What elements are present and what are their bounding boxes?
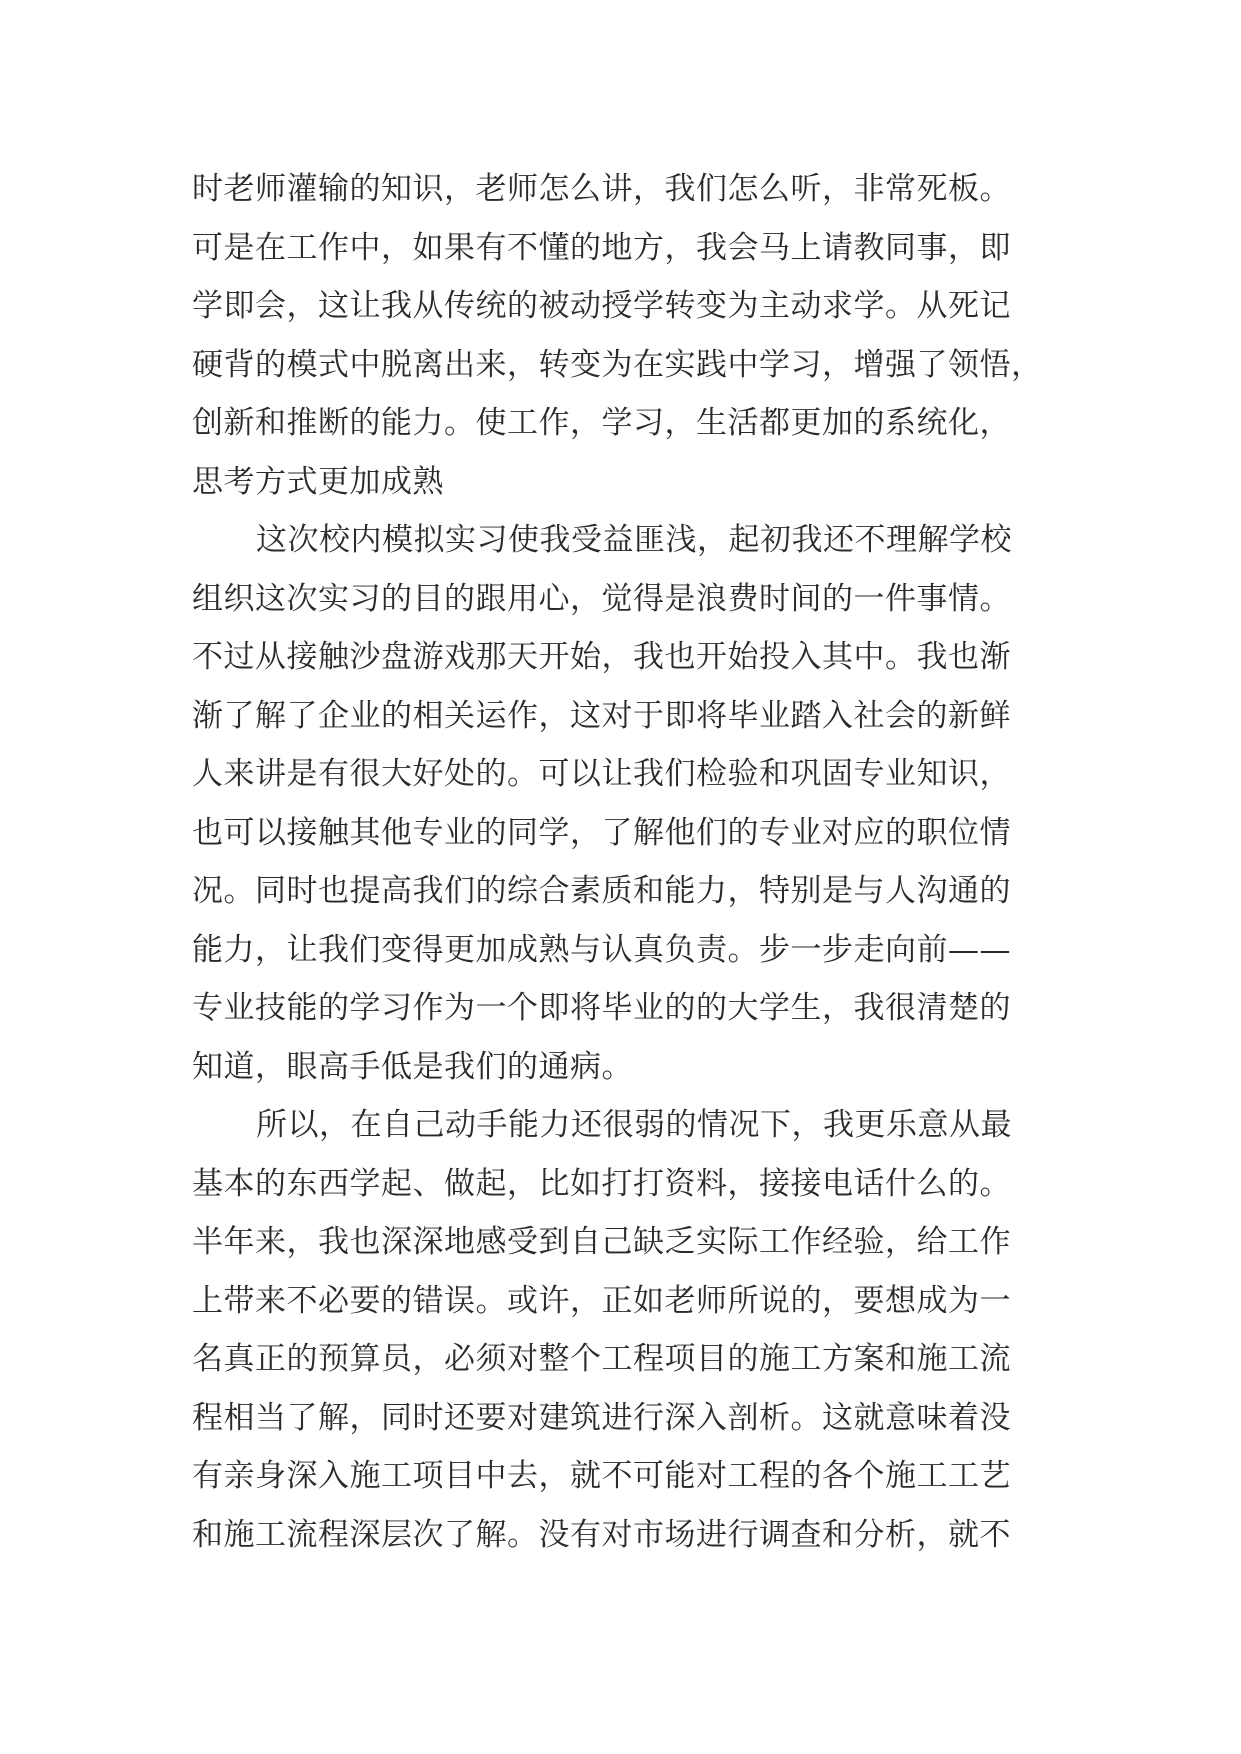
text-line: 上带来不必要的错误。或许，正如老师所说的，要想成为一 [192,1282,1011,1319]
text-line: 有亲身深入施工项目中去，就不可能对工程的各个施工工艺 [192,1458,1011,1494]
paragraph-3 [192,1096,1060,1564]
text-line: 硬背的模式中脱离出来，转变为在实践中学习，增强了领悟， [192,346,1043,383]
paragraph-2 [192,511,1060,1096]
text-line: 基本的东西学起、做起，比如打打资料，接接电话什么的。 [192,1165,1011,1202]
text-line: 也可以接触其他专业的同学，了解他们的专业对应的职位情 [192,814,1011,851]
text-line: 能力，让我们变得更加成熟与认真负责。步一步走向前—— [192,931,1011,968]
text-line: 和施工流程深层次了解。没有对市场进行调查和分析，就不 [192,1516,1011,1553]
text-line: 半年来，我也深深地感受到自己缺乏实际工作经验，给工作 [192,1224,1011,1260]
paragraph-1 [192,160,1060,511]
text-line: 名真正的预算员，必须对整个工程项目的施工方案和施工流 [192,1341,1011,1377]
text-line: 专业技能的学习作为一个即将毕业的的大学生，我很清楚的 [192,990,1011,1026]
text-line: 所以，在自己动手能力还很弱的情况下，我更乐意从最 [256,1107,1012,1143]
text-line: 组织这次实习的目的跟用心，觉得是浪费时间的一件事情。 [192,580,1011,617]
text-line: 况。同时也提高我们的综合素质和能力，特别是与人沟通的 [192,873,1011,909]
text-line: 不过从接触沙盘游戏那天开始，我也开始投入其中。我也渐 [192,639,1011,675]
text-line: 思考方式更加成熟 [192,463,444,500]
text-line: 程相当了解，同时还要对建筑进行深入剖析。这就意味着没 [192,1399,1011,1436]
text-line: 创新和推断的能力。使工作，学习，生活都更加的系统化， [192,405,1011,441]
text-line: 可是在工作中，如果有不懂的地方，我会马上请教同事，即 [192,229,1011,266]
text-line: 渐了解了企业的相关运作，这对于即将毕业踏入社会的新鲜 [192,697,1011,734]
text-line: 人来讲是有很大好处的。可以让我们检验和巩固专业知识， [192,756,1011,792]
text-line: 时老师灌输的知识，老师怎么讲，我们怎么听，非常死板。 [192,171,1011,207]
text-line: 学即会，这让我从传统的被动授学转变为主动求学。从死记 [192,288,1011,324]
text-line: 知道，眼高手低是我们的通病。 [192,1048,633,1085]
text-line: 这次校内模拟实习使我受益匪浅，起初我还不理解学校 [256,522,1012,558]
document-body [192,160,1060,1564]
